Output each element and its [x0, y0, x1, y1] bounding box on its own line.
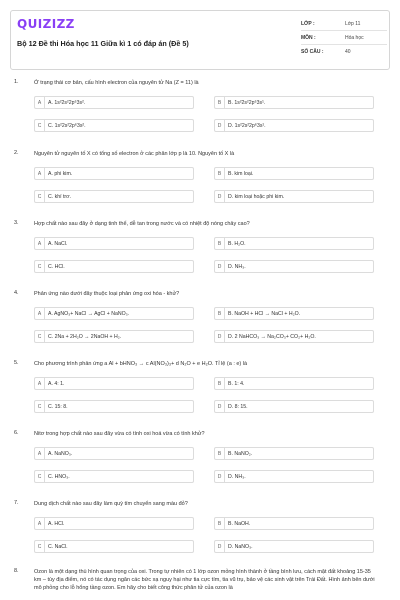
option-b[interactable]	[214, 447, 374, 460]
option-letter: C	[35, 261, 45, 272]
option-a[interactable]	[34, 167, 194, 180]
option-text: B. NaNO₂.	[228, 450, 253, 457]
option-a[interactable]	[34, 377, 194, 390]
question-number: 5.	[14, 360, 19, 366]
option-d[interactable]	[214, 400, 374, 413]
option-letter: B	[215, 168, 225, 179]
option-c[interactable]	[34, 470, 194, 483]
option-letter: A	[35, 518, 45, 529]
option-text: A. NaNO₃.	[48, 450, 73, 457]
option-d[interactable]	[214, 540, 374, 553]
option-b[interactable]	[214, 96, 374, 109]
option-letter: D	[215, 191, 225, 202]
meta-key: MÔN :	[301, 34, 316, 41]
option-letter: B	[215, 97, 225, 108]
option-a[interactable]	[34, 517, 194, 530]
option-text: C. HCl.	[48, 263, 65, 270]
question-number: 3.	[14, 220, 19, 226]
option-text: D. NH₃.	[228, 263, 246, 270]
option-text: C. HNO₃.	[48, 473, 70, 480]
question-text: Ozon là một dạng thù hình quan trọng của oxi. Trong tự nhiên có 1 lớp ozon mỏng hình thành ở tầng bình lưu, cách mặt đất khoảng 15-35 km – tùy địa điểm, nó có tác dụng ngăn các bức xạ nguy hại như tia cực tím, tia vũ trụ, bảo vệ các sinh vật trên Trái Đất. Hình ảnh bên dưới mô phỏng cho lỗ hổng tầng ozon. Em hãy cho biết công thức phân tử của ozon là	[34, 569, 375, 591]
option-letter: A	[35, 308, 45, 319]
option-letter: D	[215, 331, 225, 342]
option-text: A. HCl.	[48, 520, 65, 527]
option-d[interactable]	[214, 330, 374, 343]
option-text: C. NaCl.	[48, 543, 68, 550]
option-letter: D	[215, 401, 225, 412]
question-text: Nguyên tử nguyên tố X có tổng số electron ở các phân lớp p là 10. Nguyên tố X là	[34, 151, 235, 157]
option-text: C. khí trơ.	[48, 193, 72, 200]
question-text: Cho phương trình phản ứng a Al + bHNO₃ → c Al(NO₃)₃+ d N₂O + e H₂O. Tỉ lệ (a : e) là	[34, 361, 248, 367]
option-letter: A	[35, 448, 45, 459]
question-number: 8.	[14, 568, 19, 574]
question-text: Ở trạng thái cơ bản, cấu hình electron của nguyên tử Na (Z = 11) là	[34, 80, 199, 86]
meta-row-subject	[301, 31, 387, 45]
option-letter: C	[35, 331, 45, 342]
option-letter: B	[215, 308, 225, 319]
option-letter: A	[35, 238, 45, 249]
option-text: D. NaNO₃.	[228, 543, 253, 550]
option-letter: B	[215, 378, 225, 389]
option-c[interactable]	[34, 400, 194, 413]
option-text: D. 8: 15.	[228, 403, 248, 410]
option-text: B. 1s²2s²2p⁶3s¹.	[228, 99, 266, 106]
question-number: 6.	[14, 430, 19, 436]
document-title: Bộ 12 Đề thi Hóa học 11 Giữa kì 1 có đáp án (Đề 5)	[17, 39, 189, 48]
option-letter: B	[215, 448, 225, 459]
option-b[interactable]	[214, 517, 374, 530]
meta-row-class	[301, 17, 387, 31]
option-text: D. 1s²2s²2p⁶3s¹.	[228, 122, 266, 129]
option-a[interactable]	[34, 307, 194, 320]
question-text: Nitơ trong hợp chất nào sau đây vừa có tính oxi hoá vừa có tính khử?	[34, 431, 205, 437]
option-letter: D	[215, 471, 225, 482]
option-d[interactable]	[214, 190, 374, 203]
option-letter: C	[35, 541, 45, 552]
option-text: A. phi kim.	[48, 170, 73, 177]
option-d[interactable]	[214, 260, 374, 273]
option-c[interactable]	[34, 119, 194, 132]
option-text: C. 1s²2s²2p⁶3s².	[48, 122, 86, 129]
option-c[interactable]	[34, 540, 194, 553]
option-text: A. 4: 1.	[48, 380, 65, 387]
option-b[interactable]	[214, 237, 374, 250]
meta-value: Lớp 11	[345, 20, 361, 27]
meta-value: 40	[345, 49, 351, 55]
meta-value: Hóa học	[345, 34, 364, 41]
option-b[interactable]	[214, 167, 374, 180]
option-letter: D	[215, 541, 225, 552]
option-letter: C	[35, 471, 45, 482]
option-text: B. NaOH.	[228, 520, 251, 527]
option-text: A. AgNO₃+ NaCl → AgCl + NaNO₃.	[48, 310, 130, 317]
meta-key: SỐ CÂU :	[301, 49, 324, 55]
option-text: D. 2 NaHCO₃ → Na₂CO₃+ CO₂+ H₂O.	[228, 333, 316, 340]
meta-row-count	[301, 45, 387, 59]
option-d[interactable]	[214, 119, 374, 132]
option-text: C. 2Na + 2H₂O → 2NaOH + H₂.	[48, 333, 122, 340]
option-text: B. H₂O.	[228, 240, 246, 247]
option-a[interactable]	[34, 237, 194, 250]
option-letter: C	[35, 401, 45, 412]
option-text: D. NH₃.	[228, 473, 246, 480]
option-letter: B	[215, 518, 225, 529]
document-header	[10, 10, 390, 70]
question-number: 1.	[14, 79, 19, 85]
option-text: A. 1s²2s²2p⁶3s².	[48, 99, 86, 106]
option-a[interactable]	[34, 447, 194, 460]
question-text: Phản ứng nào dưới đây thuộc loại phản ứng oxi hóa - khử?	[34, 291, 180, 297]
question-number: 2.	[14, 150, 19, 156]
option-b[interactable]	[214, 307, 374, 320]
option-c[interactable]	[34, 260, 194, 273]
option-letter: D	[215, 120, 225, 131]
option-d[interactable]	[214, 470, 374, 483]
option-letter: A	[35, 168, 45, 179]
option-c[interactable]	[34, 190, 194, 203]
option-text: D. kim loại hoặc phi kim.	[228, 193, 285, 200]
option-text: B. kim loại.	[228, 170, 254, 177]
option-letter: C	[35, 191, 45, 202]
option-b[interactable]	[214, 377, 374, 390]
option-letter: A	[35, 97, 45, 108]
option-letter: C	[35, 120, 45, 131]
question-number: 7.	[14, 500, 19, 506]
option-text: B. NaOH + HCl → NaCl + H₂O.	[228, 310, 301, 317]
option-c[interactable]	[34, 330, 194, 343]
quizizz-logo[interactable]: QUIZIZZ	[17, 17, 75, 31]
meta-info	[301, 17, 387, 59]
question-text: Dung dịch chất nào sau đây làm quỳ tím chuyển sang màu đỏ?	[34, 501, 188, 507]
option-letter: D	[215, 261, 225, 272]
option-letter: A	[35, 378, 45, 389]
option-text: C. 15: 8.	[48, 403, 68, 410]
option-letter: B	[215, 238, 225, 249]
option-a[interactable]	[34, 96, 194, 109]
option-text: A. NaCl.	[48, 240, 68, 247]
option-text: B. 1: 4.	[228, 380, 245, 387]
question-text: Hợp chất nào sau đây ở dạng tinh thể, dễ tan trong nước và có nhiệt độ nóng chảy cao?	[34, 221, 250, 227]
meta-key: LỚP :	[301, 20, 315, 27]
question-number: 4.	[14, 290, 19, 296]
